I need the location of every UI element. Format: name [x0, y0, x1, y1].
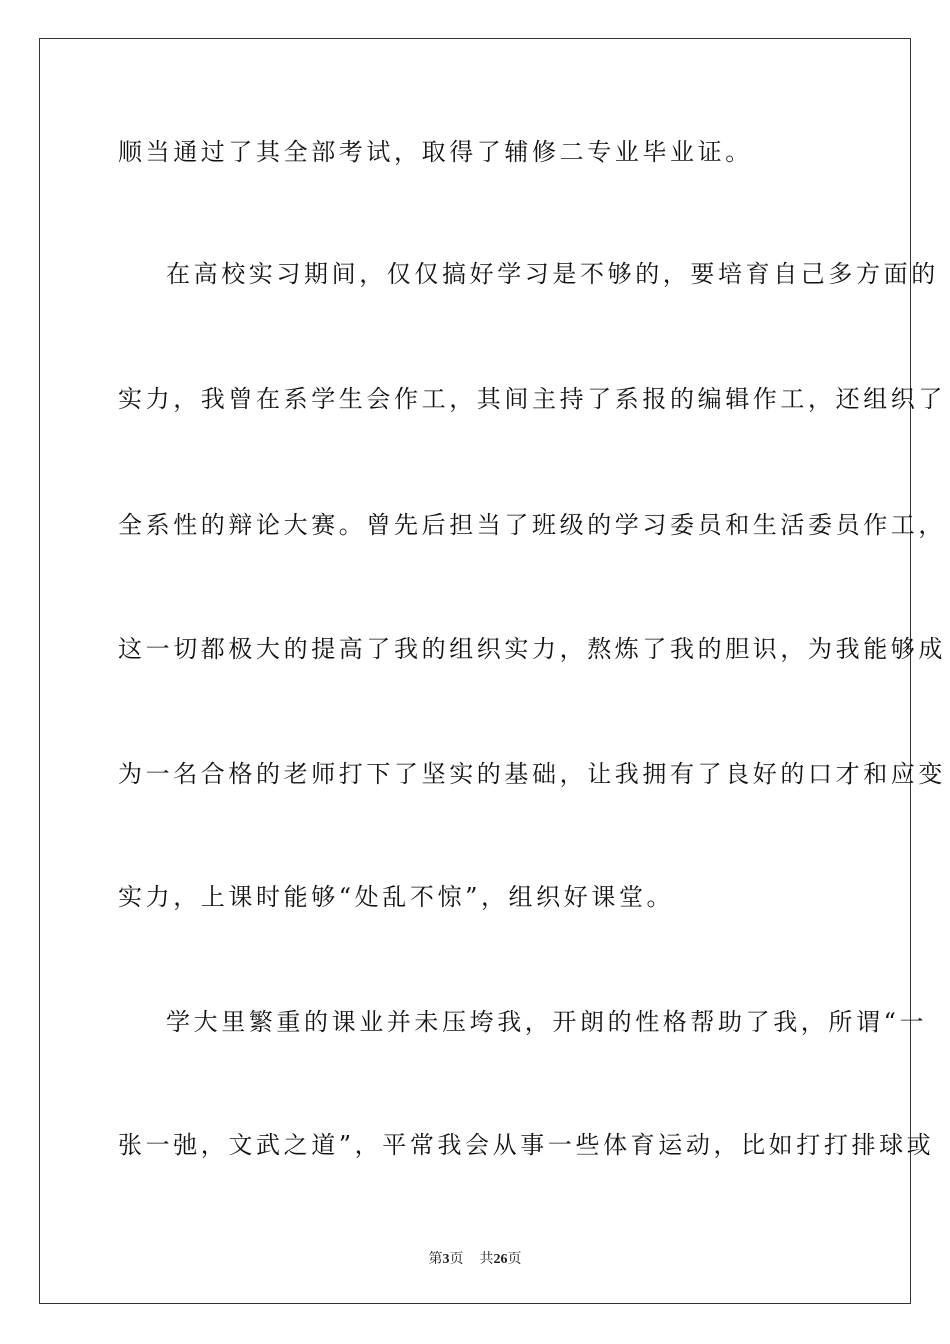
page-footer	[0, 1248, 950, 1268]
page-border	[39, 38, 946, 1304]
text-line-2: 在高校实习期间，仅仅搞好学习是不够的，要培育自己多方面的	[166, 260, 939, 288]
text-line-1: 顺当通过了其全部考试，取得了辅修二专业毕业证。	[118, 138, 753, 166]
footer-total-pages: 26	[493, 1252, 508, 1267]
text-line-7: 实力，上课时能够“处乱不惊”，组织好课堂。	[118, 883, 675, 911]
text-line-8: 学大里繁重的课业并未压垮我，开朗的性格帮助了我，所谓“一	[166, 1008, 928, 1036]
text-line-3: 实力，我曾在系学生会作工，其间主持了系报的编辑作工，还组织了	[118, 385, 946, 413]
text-line-9: 张一弛，文武之道”，平常我会从事一些体育运动，比如打打排球或	[118, 1131, 935, 1159]
footer-page-number: 3	[442, 1252, 450, 1267]
footer-total-suffix: 页	[507, 1251, 522, 1267]
footer-page-prefix: 第	[428, 1251, 443, 1267]
text-line-6: 为一名合格的老师打下了坚实的基础，让我拥有了良好的口才和应变	[118, 760, 946, 788]
text-line-4: 全系性的辩论大赛。曾先后担当了班级的学习委员和生活委员作工，	[118, 511, 946, 539]
footer-total-prefix: 共	[479, 1251, 494, 1267]
text-line-5: 这一切都极大的提高了我的组织实力，熬炼了我的胆识，为我能够成	[118, 635, 946, 663]
footer-page-suffix: 页	[449, 1251, 464, 1267]
